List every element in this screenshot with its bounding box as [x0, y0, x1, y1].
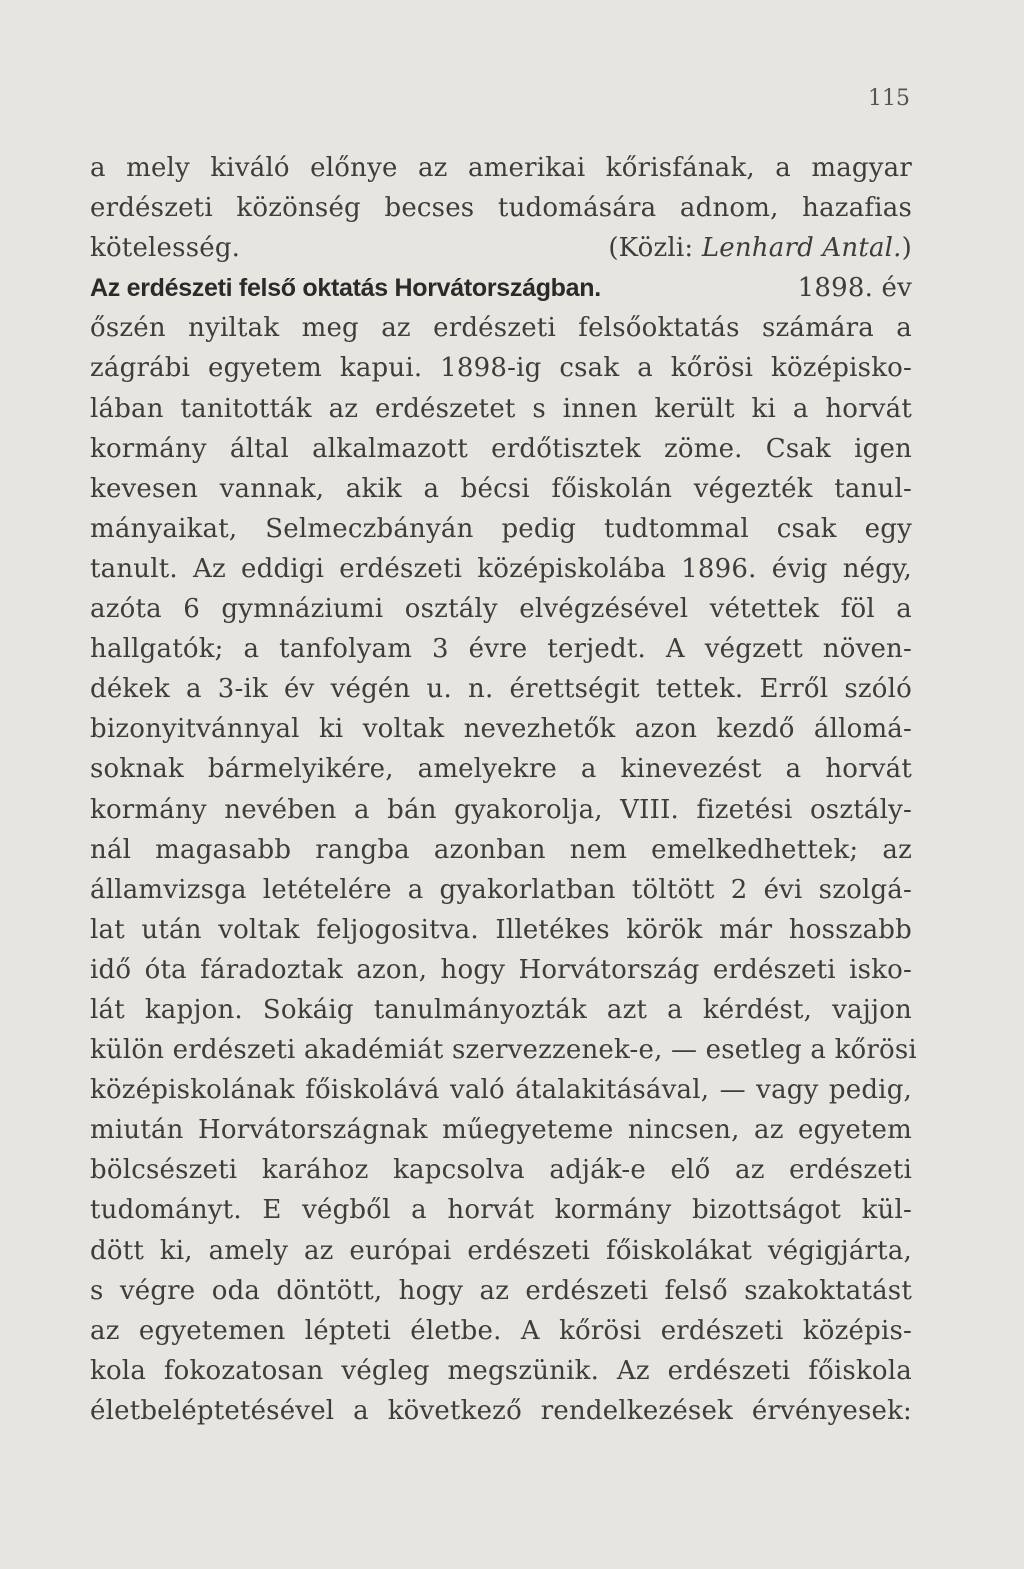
text-line: azóta 6 gymnáziumi osztály elvégzésével vétettek föl a — [90, 594, 912, 625]
text-line: kevesen vannak, akik a bécsi főiskolán végezték tanul- — [90, 473, 912, 504]
author-credit — [608, 228, 912, 268]
text-line: erdészeti közönség becses tudomására adnom, hazafias — [90, 193, 912, 224]
text-line: kormány által alkalmazott erdőtisztek zöme. Csak igen — [90, 433, 912, 464]
text-line: kola fokozatosan végleg megszünik. Az erdészeti főiskola — [90, 1355, 912, 1386]
text-line: nál magasabb rangba azonban nem emelkedhettek; az — [90, 834, 912, 865]
text-line: kormány nevében a bán gyakorolja, VIII. fizetési osztály- — [90, 794, 912, 825]
text-line: tudományt. E végből a horvát kormány bizottságot kül- — [90, 1195, 912, 1226]
section-heading: Az erdészeti felső oktatás Horvátországban. — [90, 274, 601, 303]
text-line: lat után voltak feljogositva. Illetékes körök már hosszabb — [90, 914, 912, 945]
text-line: az egyetemen lépteti életbe. A kőrösi erdészeti középis- — [90, 1315, 912, 1346]
text-line: a mely kiváló előnye az amerikai kőrisfának, a magyar — [90, 153, 912, 183]
paragraph-lines — [90, 308, 917, 1431]
body-text — [90, 148, 917, 1431]
text-line: dékek a 3-ik év végén u. n. érettségit tettek. Erről szóló — [90, 674, 912, 705]
text-line: soknak bármelyikére, amelyekre a kinevezést a horvát — [90, 754, 912, 785]
heading-continuation: 1898. év — [797, 273, 912, 304]
text-line: bölcsészeti karához kapcsolva adják-e elő az erdészeti — [90, 1155, 912, 1186]
text-fragment: kötelesség. — [90, 233, 241, 264]
credit-suffix: ) — [901, 233, 912, 264]
text-line: miután Horvátországnak műegyeteme nincsen, az egyetem — [90, 1115, 912, 1146]
text-line: lában tanitották az erdészetet s innen került ki a horvát — [90, 393, 912, 424]
text-line: hallgatók; a tanfolyam 3 évre terjedt. A végzett növen- — [90, 634, 912, 665]
text-line: külön erdészeti akadémiát szervezzenek-e, — esetleg a kőrösi — [90, 1035, 917, 1066]
text-line: zágrábi egyetem kapui. 1898-ig csak a kőrösi középisko- — [90, 353, 912, 384]
heading-line — [90, 268, 912, 308]
text-line: bizonyitvánnyal ki voltak nevezhetők azon kezdő állomá- — [90, 714, 912, 745]
text-line: dött ki, amely az európai erdészeti főiskolákat végigjárta, — [90, 1235, 912, 1266]
credit-prefix: (Közli: — [608, 233, 694, 264]
text-line: államvizsga letételére a gyakorlatban töltött 2 évi szolgá- — [90, 874, 912, 905]
text-line: őszén nyiltak meg az erdészeti felsőoktatás számára a — [90, 313, 912, 344]
text-line-credit — [90, 228, 912, 268]
text-line: tanult. Az eddigi erdészeti középiskolába 1896. évig négy, — [90, 553, 912, 584]
author-name: Lenhard Antal. — [701, 233, 902, 264]
text-line: idő óta fáradoztak azon, hogy Horvátország erdészeti isko- — [90, 954, 912, 985]
page-number: 115 — [868, 86, 910, 111]
text-line: mányaikat, Selmeczbányán pedig tudtommal csak egy — [90, 513, 912, 544]
text-line: s végre oda döntött, hogy az erdészeti felső szakoktatást — [90, 1275, 912, 1306]
text-line: lát kapjon. Sokáig tanulmányozták azt a kérdést, vajjon — [90, 994, 912, 1025]
text-line: életbeléptetésével a következő rendelkezések érvényesek: — [90, 1395, 912, 1426]
text-line: középiskolának főiskolává való átalakitásával, — vagy pedig, — [90, 1075, 912, 1106]
